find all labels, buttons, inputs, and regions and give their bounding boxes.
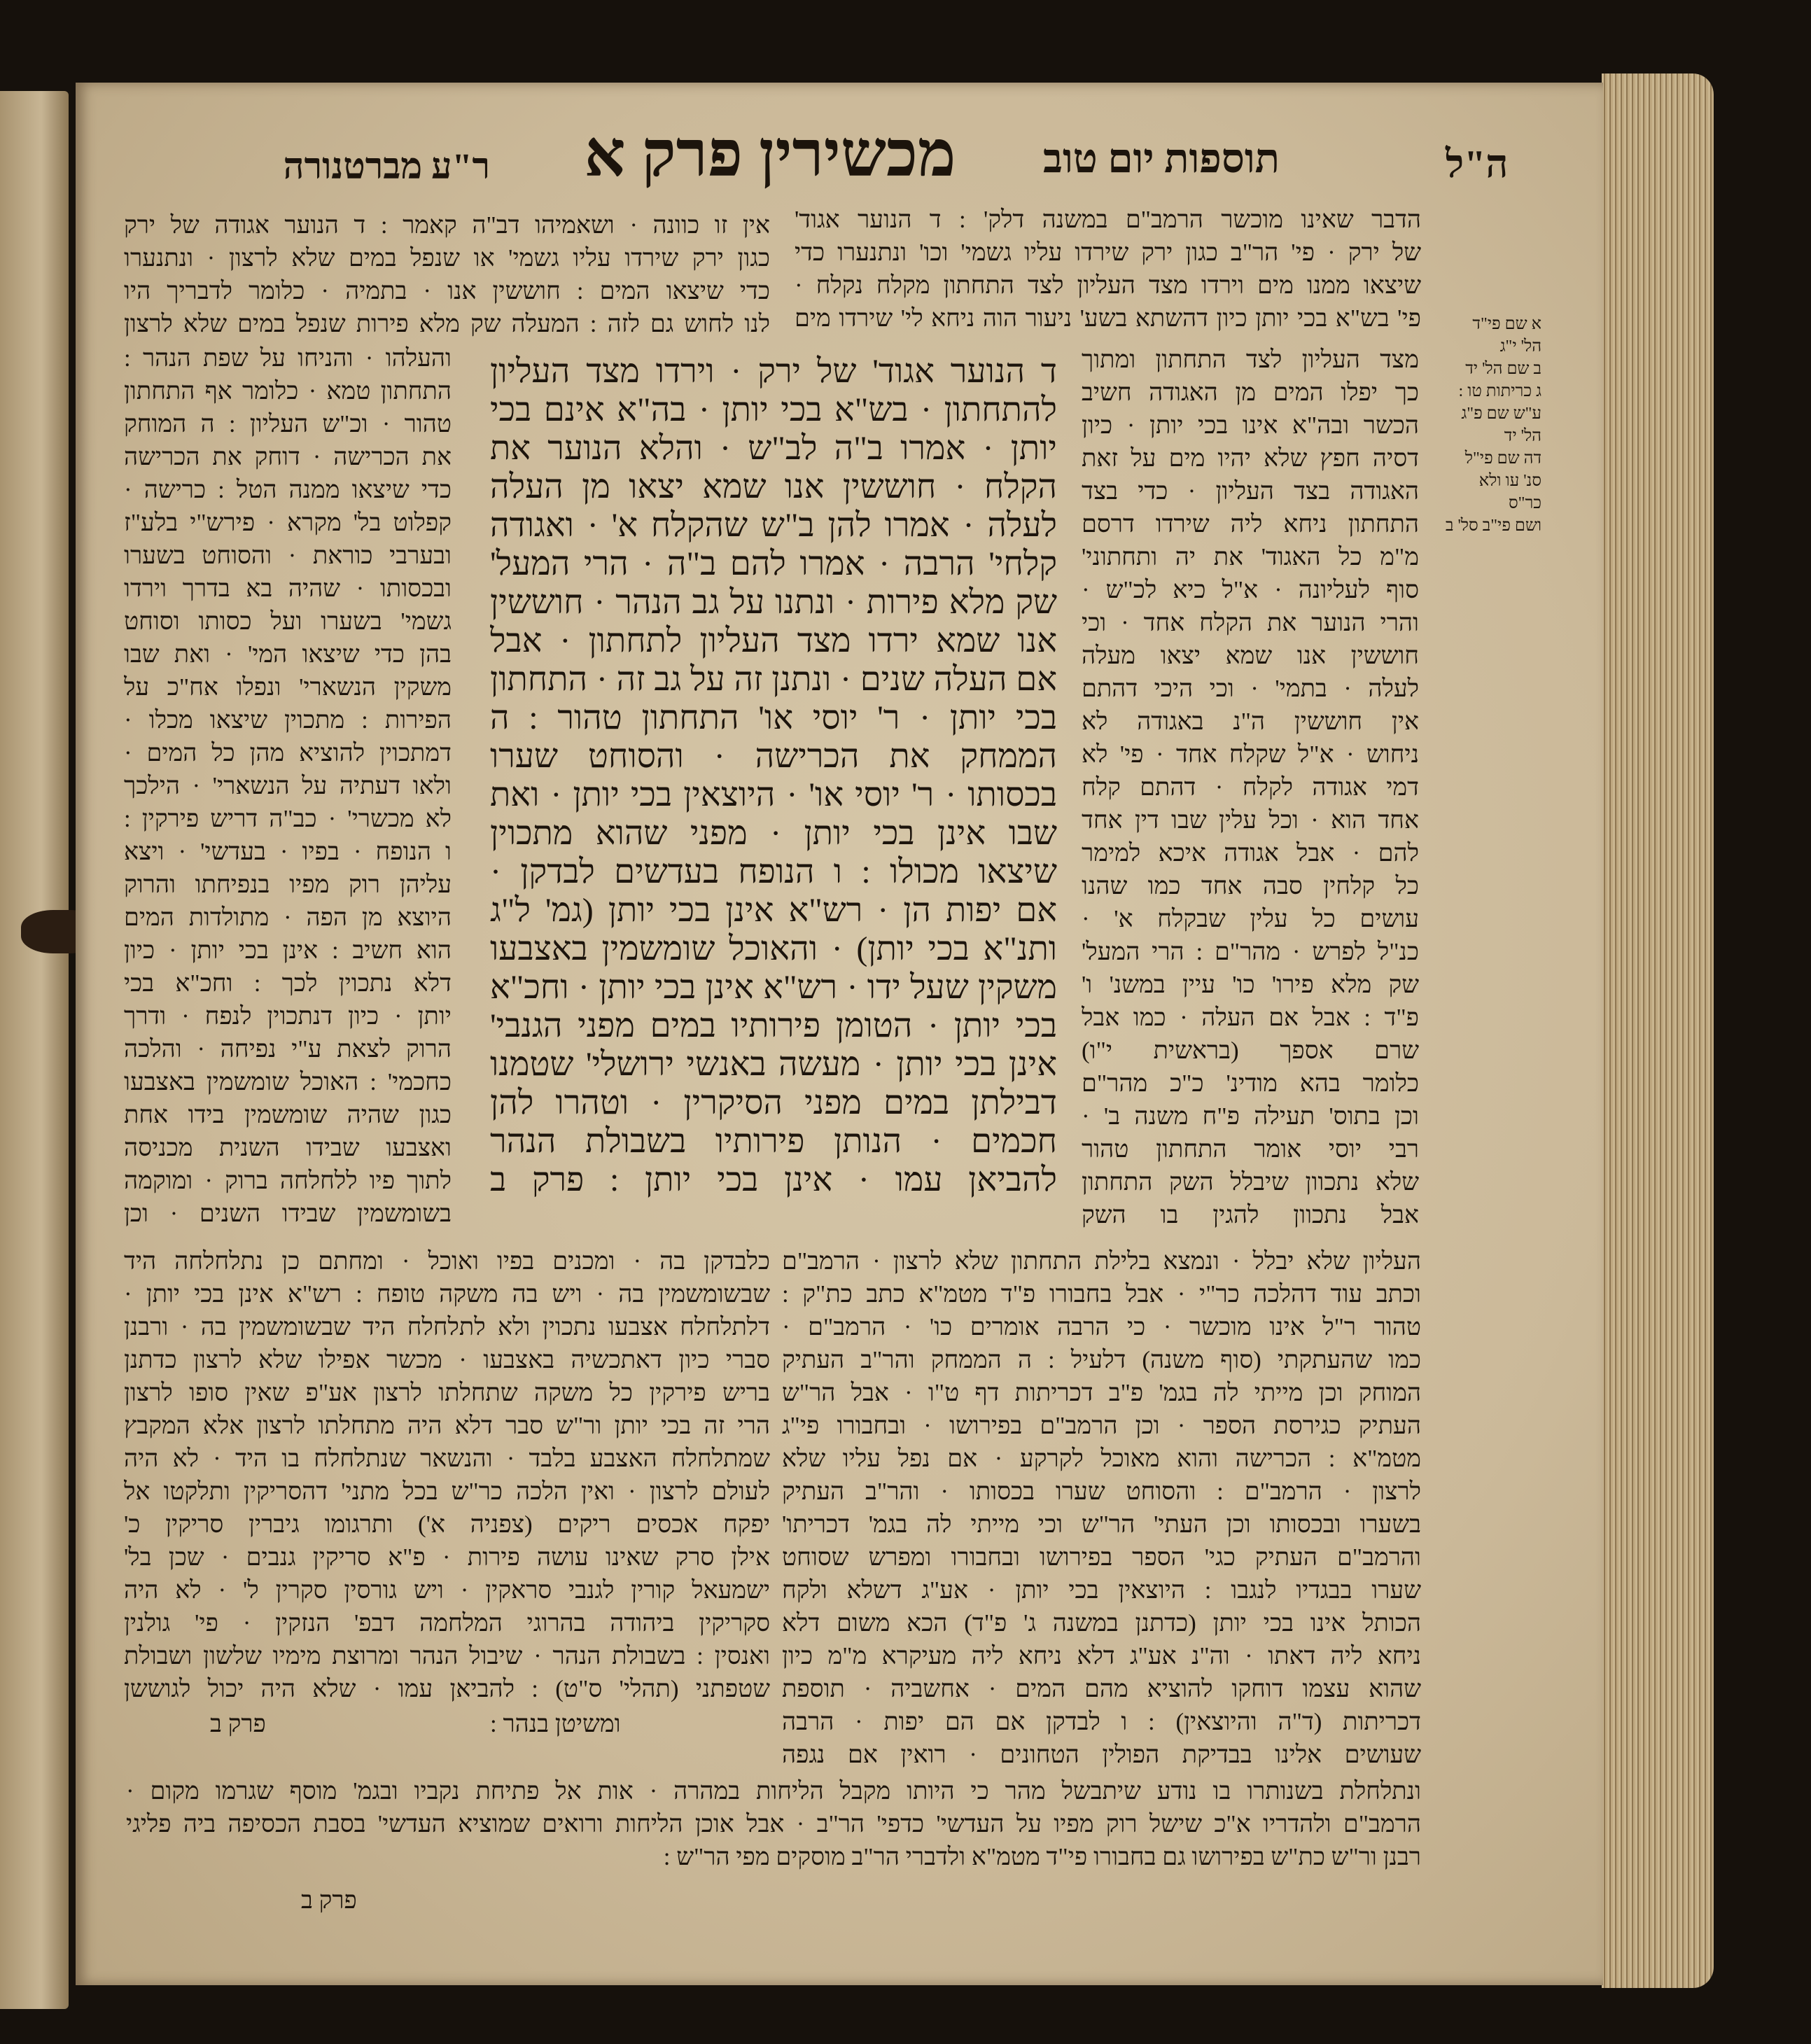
text-line: שק מלא פירות · ונתנו על גב הנהר · חוששין [490, 584, 1057, 621]
tosafot-lower-block [782, 1245, 1421, 1771]
text-line: שבו אינן בכי יותן · מפני שהוא מתכוין [490, 815, 1057, 852]
text-line: פי' בש"א בכי יותן כיון דהשתא בשע' ניעור הוה ניחא לי' שירדו מים [795, 304, 1421, 332]
text-line: ובערבי כוראת · והסוחט בשערו [124, 542, 452, 569]
text-line: רבי יוסי אומר התחתון טהור [1082, 1135, 1419, 1163]
text-line: דלתלחלח אצבעו נתכוין ולא לתלחלח היד שבשומשמין בה · ורבנן [124, 1313, 770, 1340]
text-line: ניחא ליה דאתו · וה"נ אע"ג דלא ניחא ליה מעיקרא מ"מ כיון [782, 1642, 1421, 1670]
text-line: אם העלה שנים · ונתנן זה על גב זה · התחתון [490, 661, 1057, 698]
text-line: שמתלחלח האצבע בלבד · והנשאר שנתלחלח בו היד · לא היה [124, 1445, 770, 1472]
folio-number: ה"ל [1446, 143, 1509, 186]
text-line: כמו שהעתקתי (סוף משנה) דלעיל : ה הממחק והר"ב העתיק [782, 1346, 1421, 1373]
text-line: דמי אגודה לקלח · דהתם קלח [1082, 774, 1419, 801]
text-line: שק מלא פירו' כו' עיין במשנ' ו' [1082, 971, 1419, 998]
text-line: הרוק לצאת ע"י נפיחה · והלכה [124, 1035, 452, 1063]
tosafot-yom-tov-heading: תוספות יום טוב [1043, 136, 1280, 181]
text-line: שרם אספך (בראשית י"ו) [1082, 1037, 1419, 1064]
text-line: כר"ס [1509, 494, 1541, 512]
text-line: כלומר בהא מודינ' כ"כ מהר"ם [1082, 1070, 1419, 1097]
bottom-continuation [126, 1774, 1421, 1873]
text-line: בריש פירקין כל משקה שתחלתו לרצון אע"פ שאין סופו לרצון [124, 1379, 770, 1406]
text-line: מטמ"א : הכרישה והוא מאוכל לקרקע · אם נפל עליו שלא [782, 1445, 1421, 1472]
text-line: כדי שיצאו המים : חוששין אנו · בתמיה · כלומר לדבריך היו [124, 277, 770, 304]
text-line: סברי כיון דאתכשיה באצבעו · מכשר אפילו שלא לרצון כדתנן [124, 1346, 770, 1373]
text-line: דה שם פי"ל [1464, 449, 1541, 468]
text-line: סנ' עו ולא [1478, 472, 1541, 490]
text-line: אנו שמא ירדו מצד העליון לתחתון · אבל [490, 622, 1057, 659]
text-line: וכתב עוד דהלכה כר"י · אבל בחבורו פ"ד מטמ"א כתב כת"ק : [782, 1280, 1421, 1308]
text-line: כנ"ל לפרש · מהר"ם : הרי המעל' [1082, 938, 1419, 965]
text-line: הקלח · חוששין אנו שמא יצאו מן העלה [490, 468, 1057, 505]
text-line: בכי יותן · הטומן פירותיו במים מפני הגנבי' [490, 1007, 1057, 1044]
text-line: חוששין אנו שמא יצאו מעלה [1082, 642, 1419, 669]
text-line: ד הנוער אגוד' של ירק · וירדו מצד העליון [490, 353, 1057, 390]
text-line: הרמב"ם ולהדריו א"כ שישל רוק מפיו על העדשי' כדפי' הר"ב · אבל אוכן הליחות ורואים שמוציא העדשי' בסבת הכסיפה ביה פליגי [126, 1810, 1421, 1837]
bartenura-column [124, 342, 452, 1230]
text-line: ו הנופח · בפיו · בעדשי' · ויצא [124, 838, 452, 865]
text-line: דסיה חפץ שלא יהיו מים על זאת [1082, 444, 1419, 472]
text-line: להתחתון · בש"א בכי יותן · בה"א אינם בכי [490, 391, 1057, 428]
text-line: אחד הוא · וכל עלין שבו דין אחד [1082, 806, 1419, 834]
text-line: ולאו דעתיה על הנשארי' · הילכך [124, 772, 452, 799]
text-line: משקין שעל ידו · רש"א אינן בכי יותן · וחכ"א [490, 969, 1057, 1006]
mishnah-text [490, 352, 1057, 1199]
text-line: לעלה · בתמי' · וכי היכי דהתם [1082, 675, 1419, 702]
text-line: יותן · אמרו ב"ה לב"ש · והלא הנוער את [490, 430, 1057, 467]
bartenura-closing-text: ומשיטן בנהר : [490, 1710, 621, 1737]
text-line: כלבדקן בה · ומכנים בפיו ואוכל · ומחתם כן נתלחלחה היד [124, 1247, 770, 1275]
text-line: ואנסין : בשבולת הנהר · שיבול הנהר ומרוצת מימיו שלשון ושבולת [124, 1642, 770, 1670]
text-line: הדבר שאינו מוכשר הרמב"ם במשנה דלק' : ד הנוער אגוד' [795, 206, 1421, 233]
text-line: ואצבעו שבידו השנית מכניסה [124, 1134, 452, 1161]
text-line: הממחק את הכרישה · והסוחט שערו [490, 738, 1057, 775]
text-line: אם יפות הן · רש"א אינן בכי יותן (גמ' ל"ג [490, 892, 1057, 929]
text-line: דמתכוין להוציא מהן כל המים · [124, 739, 452, 766]
text-line: אין זו כוונה · ושאמיהו דב"ה קאמר : ד הנוער אגודה של ירק [124, 211, 770, 239]
text-line: אבל נתכוון להגין בו השק [1082, 1201, 1419, 1228]
text-line: התחתון ניחא ליה שירדו דרסם [1082, 510, 1419, 538]
text-line: טהור ר"ל אינו מוכשר · כי הרבה אומרים כו' · הרמב"ם · [782, 1313, 1421, 1340]
text-line: ע"ש שם פ"ג [1461, 405, 1541, 423]
text-line: בכסותו · ר' יוסי או' · היוצאין בכי יותן · ואת [490, 776, 1057, 813]
text-line: דכריתות (ד"ה והיוצאין) : ו לבדקן אם הם יפות · הרבה [782, 1708, 1421, 1735]
text-line: והרמב"ם העתיק כגי' הספר בפירושו ובחבורו ומפרש שסוחט [782, 1544, 1421, 1571]
text-line: אינן בכי יותן · מעשה באנשי ירושלי' שטמנו [490, 1046, 1057, 1083]
text-line: שעושים אלינו בבדיקת הפולין הטחונים · רואין אם נגפה [782, 1741, 1421, 1768]
text-line: שיצאו ממנו מים וירדו מצד העליון לצד התחתון מקלח נקלח · [795, 272, 1421, 299]
bottom-next-chapter: פרק ב [301, 1886, 357, 1914]
text-line: הכותל אינו בכי יותן (כדתנן במשנה ג' פ"ד) הכא משום דלא [782, 1609, 1421, 1637]
text-line: לעולם לרצון · ואין הלכה כר"ש בכל מתני' דהסריקין ותלקטו אל [124, 1478, 770, 1505]
text-line: שטפתני (תהלי' ס"ט) : להביאן עמו · שלא היה יכול לגוששן [124, 1675, 770, 1702]
text-line: היוצא מן הפה · מתולדות המים [124, 904, 452, 931]
text-line: טהור · וכ"ש העליון : ה המוחק [124, 410, 452, 438]
text-line: האגודה בצד העליון · כדי בצד [1082, 477, 1419, 505]
text-line: שיצאו מכולו : ו הנופח בעדשים לבדקן · [490, 853, 1057, 890]
text-line: הפירות : מתכוין שיצאו מכלו · [124, 706, 452, 734]
text-line: לתוך פיו ללחלחה ברוק · ומוקמה [124, 1167, 452, 1194]
bartenura-heading: ר"ע מברטנורה [283, 147, 490, 187]
text-line: מצד העליון לצד התחתון ומתוך [1082, 346, 1419, 373]
text-line: דלא נתכוין לכך : וחכ"א בכי [124, 969, 452, 997]
tosafot-side-column [1082, 343, 1419, 1231]
text-line: כגון ירק שירדו עליו גשמי' או שנפל במים שלא לרצון · ונתנערו [124, 244, 770, 272]
text-line: הוא חשיב : אינן בכי יותן · כיון [124, 937, 452, 964]
text-line: וכן בתוס' תעילה פ"ח משנה ב' · [1082, 1102, 1419, 1130]
text-line: עושים כל עלין שבקלח א' · [1082, 905, 1419, 932]
text-line: סקריקין ביהודה בהרוגי המלחמה דבפ' הנזקין · פי' גולנין [124, 1609, 770, 1637]
text-line: של ירק · פי' הר"ב כגון ירק שירדו עליו גשמי' וכו' ונתנערו כדי [795, 239, 1421, 266]
text-line: לעלה · אמרו להן ב"ש שהקלח א' · ואגודה [490, 507, 1057, 544]
text-line: ונתלחלת בשנותרו בו נודע שיתבשל מהר כי היותו מקבל הליחות במהרה · אות אל פתיחת נקביו ובגמ' מוסף שגרמו מקום · [126, 1777, 1421, 1805]
text-line: כגון שהיה שומשמין בידו אחת [124, 1101, 452, 1128]
text-line: העליון שלא יבלל · ונמצא בלילת התחתון שלא לרצון · הרמב"ם [782, 1247, 1421, 1275]
text-line: הכשר ובה"א אינו בכי יותן · כיון [1082, 412, 1419, 439]
text-line: לרצון · הרמב"ם : והסוחט שערו בכסותו · והר"ב העתיק [782, 1478, 1421, 1505]
text-line: קלחי' הרבה · אמרו להם ב"ה · הרי המעל' [490, 545, 1057, 582]
text-line: רבנן ור"ש כת"ש בפירושו גם בחבורו פי"ד מטמ"א ולדברי הר"ב מוסקים מפי הר"ש : [663, 1843, 1421, 1870]
text-line: קפלוט בל' מקרא · פירש"י בלע"ז [124, 509, 452, 536]
facing-page-edge [0, 91, 69, 2009]
page-stack-edges [1602, 74, 1714, 1988]
bartenura-next-chapter: פרק ב [210, 1710, 266, 1737]
text-line: העתיק כגירסת הספר · וכן הרמב"ם בפירושו · ובחבורו פי"ג [782, 1412, 1421, 1439]
text-line: כחכמי' : האוכל שומשמין באצבעו [124, 1068, 452, 1096]
text-line: ב שם הל' יד [1465, 360, 1541, 378]
tosafot-top-block [795, 203, 1421, 335]
text-line: כדי שיצאו ממנה הטל : כרישה · [124, 476, 452, 503]
text-line: משקין הנשארי' ונפלו אח"כ על [124, 673, 452, 701]
text-line: המוחק וכן מייתי לה בגמ' פ"ב דכריתות דף ט"ו · אבל הר"ש [782, 1379, 1421, 1406]
text-line: אילן סרק שאינו עושה פירות · פ"א סריקין גנבים · שכן בל' [124, 1544, 770, 1571]
text-line: התחתון טמא · כלומר אף התחתון [124, 377, 452, 405]
text-line: את הכרישה · דוחק את הכרישה [124, 443, 452, 470]
text-line: ניחוש · א"ל שקלח אחד · פי' לא [1082, 741, 1419, 768]
text-line: שהוא עצמו דוחקו להוציא מהם המים · אחשביה · תוספת [782, 1675, 1421, 1702]
text-line: דבילתן במים מפני הסיקרין · וטהרו להן [490, 1084, 1057, 1121]
margin-references [1429, 313, 1541, 537]
text-line: כל קלחין סבה אחד כמו שהנו [1082, 872, 1419, 899]
text-line: להביאן עמו · אינן בכי יותן : פרק ב [490, 1161, 1057, 1198]
text-line: להם · אבל אגודה איכא למימר [1082, 839, 1419, 867]
text-line: א שם פי"ד [1472, 315, 1541, 333]
text-line: והעלהו · והניחו על שפת הנהר : [124, 344, 452, 372]
text-line: בשערו ובכסותו וכן העתי' הר"ש וכי מייתי לה בגמ' דכריתו' [782, 1511, 1421, 1538]
text-line: והרי הנוער את הקלח אחד · וכי [1082, 609, 1419, 636]
text-line: חכמים · הנותן פירותיו בשבולת הנהר [490, 1123, 1057, 1160]
text-line: אין חוששין ה"נ באגודה לא [1082, 708, 1419, 735]
text-line: פ"ד : אבל אם העלה · כמו אבל [1082, 1004, 1419, 1031]
text-line: סוף לעליונה · א"ל כיא לכ"ש · [1082, 576, 1419, 603]
text-line: בשומשמין שבידו השנים · וכן [124, 1200, 452, 1227]
bartenura-top-block [124, 209, 770, 340]
text-line: לא מכשרי' · כב"ה דריש פירקין : [124, 805, 452, 832]
text-line: ובכסותו · שהיה בא בדרך וירדו [124, 575, 452, 602]
text-line: ותנ"א בכי יותן) · והאוכל שומשמין באצבעו [490, 930, 1057, 967]
text-line: בכי יותן · ר' יוסי או' התחתון טהור : ה [490, 699, 1057, 736]
text-line: שלא נתכוון שיבלל השק התחתון [1082, 1168, 1419, 1196]
text-line: יפקח אכסים ריקים (צפניה א') ותרגומו גיברין סריקין כ' [124, 1511, 770, 1538]
text-line: שבשומשמין בה · ויש בה משקה טופח : רש"א אינן בכי יותן · [124, 1280, 770, 1308]
text-line: ישמעאל קורין לגנבי סראקין · ויש גורסין סקרין ל' · לא היה [124, 1576, 770, 1604]
text-line: עליהן רוק מפיו בנפיחתו והרוק [124, 871, 452, 898]
text-line: הרי זה בכי יותן ור"ש סבר דלא היה מתחלתו לרצון אלא המקבץ [124, 1412, 770, 1439]
tractate-chapter-title: מכשירין פרק א [584, 118, 956, 190]
text-line: בהן כדי שיצאו המי' · ואת שבו [124, 640, 452, 668]
text-line: ג כריתות טו : [1458, 382, 1541, 400]
text-line: מ"מ כל האגוד' את יה ותחתוני' [1082, 543, 1419, 570]
text-line: ושם פי"ב סל' ב [1445, 517, 1541, 535]
text-line: הל' י"ג [1499, 337, 1541, 356]
text-line: לנו לחוש גם לזה : המעלה שק מלא פירות שנפל במים שלא לרצון [124, 310, 770, 337]
text-line: שערו בבגדיו לנגבו : היוצאין בכי יותן · אע"ג דשלא ולקח [782, 1576, 1421, 1604]
text-line: יותן · כיון דנתכוין לנפח · ודרך [124, 1002, 452, 1030]
text-line: גשמי' בשערו ועל כסותו וסוחט [124, 608, 452, 635]
bartenura-lower-block [124, 1245, 770, 1705]
text-line: כך יפלו המים מן האגודה חשיב [1082, 379, 1419, 406]
text-line: הל' יד [1504, 427, 1541, 445]
